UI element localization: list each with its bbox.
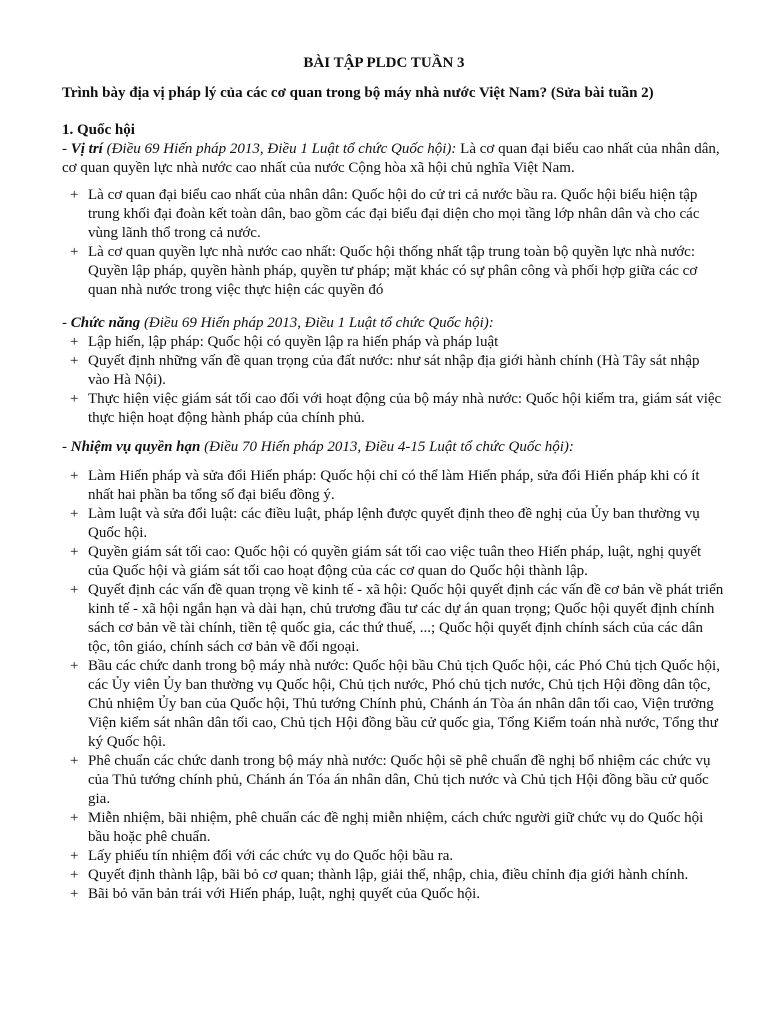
chuc-nang-label: Chức năng	[70, 315, 141, 331]
bullet-marker: +	[70, 658, 79, 674]
document-title: BÀI TẬP PLDC TUẦN 3	[303, 55, 465, 71]
assignment-question: Trình bày địa vị pháp lý của các cơ quan trong bộ máy nhà nước Việt Nam? (Sửa bài tuần 2)	[62, 85, 654, 101]
bullet-marker: +	[70, 334, 79, 350]
bullet-marker: +	[70, 886, 79, 902]
list-item	[62, 866, 724, 885]
list-item-text: Làm Hiến pháp và sửa đổi Hiến pháp: Quốc hội chỉ có thể làm Hiến pháp, sửa đổi Hiến pháp khi có ít nhất hai phần ba tổng số đại biểu đồng ý.	[88, 468, 700, 503]
vi-tri-prefix: -	[62, 141, 71, 157]
list-item-text: Bầu các chức danh trong bộ máy nhà nước: Quốc hội bầu Chủ tịch Quốc hội, các Phó Chủ tịch Quốc hội, các Ủy viên Ủy ban thường vụ Quốc hội, Chủ tịch nước, Phó chủ tịch nước, Chủ tịch Hội đồng dân tộc, Chủ nhiệm Ủy ban của Quốc hội, Thủ tướng Chính phủ, Chánh án Tòa án nhân dân tối cao, Viện trưởng Viện kiểm sát nhân dân tối cao, Chủ tịch Hội đồng bầu cử quốc gia, Tổng Kiểm toán nhà nước, Tổng thư ký Quốc hội.	[88, 658, 720, 750]
bullet-marker: +	[70, 582, 79, 598]
bullet-marker: +	[70, 244, 79, 260]
list-item-text: Quyền giám sát tối cao: Quốc hội có quyền giám sát tối cao việc tuân theo Hiến pháp, luật, nghị quyết của Quốc hội và giám sát tối cao hoạt động của các cơ quan do Quốc hội thành lập.	[88, 544, 702, 579]
list-item	[62, 543, 724, 581]
list-item-text: Bãi bỏ văn bản trái với Hiến pháp, luật, nghị quyết của Quốc hội.	[88, 886, 481, 902]
vi-tri-paragraph	[62, 140, 724, 178]
list-item	[62, 352, 724, 390]
list-item-text: Là cơ quan đại biểu cao nhất của nhân dân: Quốc hội do cử tri cả nước bầu ra. Quốc hội biểu hiện tập trung khối đại đoàn kết toàn dân, bao gồm các đại biểu đại diện cho mọi tầng lớp nhân dân và cho các vùng lãnh thổ trong cả nước.	[88, 187, 700, 241]
list-item-text: Miễn nhiệm, bãi nhiệm, phê chuẩn các đề nghị miễn nhiệm, cách chức người giữ chức vụ do Quốc hội bầu hoặc phê chuẩn.	[88, 810, 704, 845]
bullet-marker: +	[70, 506, 79, 522]
bullet-marker: +	[70, 544, 79, 560]
bullet-marker: +	[70, 753, 79, 769]
vi-tri-text: Là cơ quan đại biểu cao nhất của nhân dân, cơ quan quyền lực nhà nước cao nhất của nước Cộng hòa xã hội chủ nghĩa Việt Nam.	[62, 141, 720, 176]
bullet-marker: +	[70, 810, 79, 826]
list-item	[62, 243, 724, 300]
list-item	[62, 505, 724, 543]
list-item-text: Phê chuẩn các chức danh trong bộ máy nhà nước: Quốc hội sẽ phê chuẩn đề nghị bổ nhiệm các chức vụ của Thủ tướng chính phủ, Chánh án Tóa án nhân dân, Chủ tịch nước và Chủ tịch Hội đồng bầu cử quốc gia.	[88, 753, 711, 807]
bullet-marker: +	[70, 353, 79, 369]
chuc-nang-prefix: -	[62, 315, 71, 331]
nhiem-vu-label: Nhiệm vụ quyền hạn	[70, 439, 201, 455]
nhiem-vu-paragraph	[62, 438, 724, 457]
list-item	[62, 847, 724, 866]
bullet-marker: +	[70, 187, 79, 203]
list-item	[62, 186, 724, 243]
chuc-nang-paragraph	[62, 314, 724, 333]
list-item-text: Làm luật và sửa đổi luật: các điều luật, pháp lệnh được quyết định theo đề nghị của Ủy ban thường vụ Quốc hội.	[88, 506, 700, 541]
list-item	[62, 752, 724, 809]
list-item-text: Lập hiến, lập pháp: Quốc hội có quyền lập ra hiến pháp và pháp luật	[88, 334, 499, 350]
list-item-text: Quyết định các vấn đề quan trọng về kinh tế - xã hội: Quốc hội quyết định các vấn đề cơ bản về phát triển kinh tế - xã hội ngắn hạn và dài hạn, chủ trương đầu tư các dự án quan trọng; Quốc hội quyết định chính sách cơ bản về tài chính, tiền tệ quốc gia, các thứ thuế, ...; Quốc hội quyết định chính sách của các dân tộc, tôn giáo, chính sách cơ bản về đối ngoại.	[88, 582, 724, 655]
list-item-text: Quyết định thành lập, bãi bỏ cơ quan; thành lập, giải thể, nhập, chia, điều chỉnh địa giới hành chính.	[88, 867, 689, 883]
list-item	[62, 390, 724, 428]
list-item-text: Thực hiện việc giám sát tối cao đối với hoạt động của bộ máy nhà nước: Quốc hội kiểm tra, giám sát việc thực hiện hoạt động hành pháp của chính phủ.	[88, 391, 722, 426]
nhiem-vu-list	[62, 467, 724, 904]
vi-tri-list	[62, 186, 724, 300]
list-item	[62, 467, 724, 505]
chuc-nang-list	[62, 333, 724, 428]
document-body	[62, 121, 724, 904]
list-item	[62, 333, 724, 352]
list-item-text: Là cơ quan quyền lực nhà nước cao nhất: Quốc hội thống nhất tập trung toàn bộ quyền lực nhà nước: Quyền lập pháp, quyền hành pháp, quyền tư pháp; mặt khác có sự phân công và phối hợp giữa các cơ quan nhà nước trong việc thực hiện các quyền đó	[88, 244, 698, 298]
vi-tri-label: Vị trí	[70, 141, 103, 157]
list-item-text: Quyết định những vấn đề quan trọng của đất nước: như sát nhập địa giới hành chính (Hà Tây sát nhập vào Hà Nội).	[88, 353, 700, 388]
bullet-marker: +	[70, 867, 79, 883]
list-item	[62, 809, 724, 847]
nhiem-vu-prefix: -	[62, 439, 71, 455]
list-item-text: Lấy phiếu tín nhiệm đối với các chức vụ do Quốc hội bầu ra.	[88, 848, 454, 864]
list-item	[62, 581, 724, 657]
nhiem-vu-reference: (Điều 70 Hiến pháp 2013, Điều 4-15 Luật tổ chức Quốc hội):	[200, 439, 574, 455]
chuc-nang-reference: (Điều 69 Hiến pháp 2013, Điều 1 Luật tổ chức Quốc hội):	[140, 315, 494, 331]
list-item	[62, 657, 724, 752]
list-item	[62, 885, 724, 904]
vi-tri-reference: (Điều 69 Hiến pháp 2013, Điều 1 Luật tổ chức Quốc hội):	[102, 141, 457, 157]
bullet-marker: +	[70, 468, 79, 484]
section-heading-quoc-hoi: 1. Quốc hội	[62, 122, 135, 138]
bullet-marker: +	[70, 391, 79, 407]
bullet-marker: +	[70, 848, 79, 864]
